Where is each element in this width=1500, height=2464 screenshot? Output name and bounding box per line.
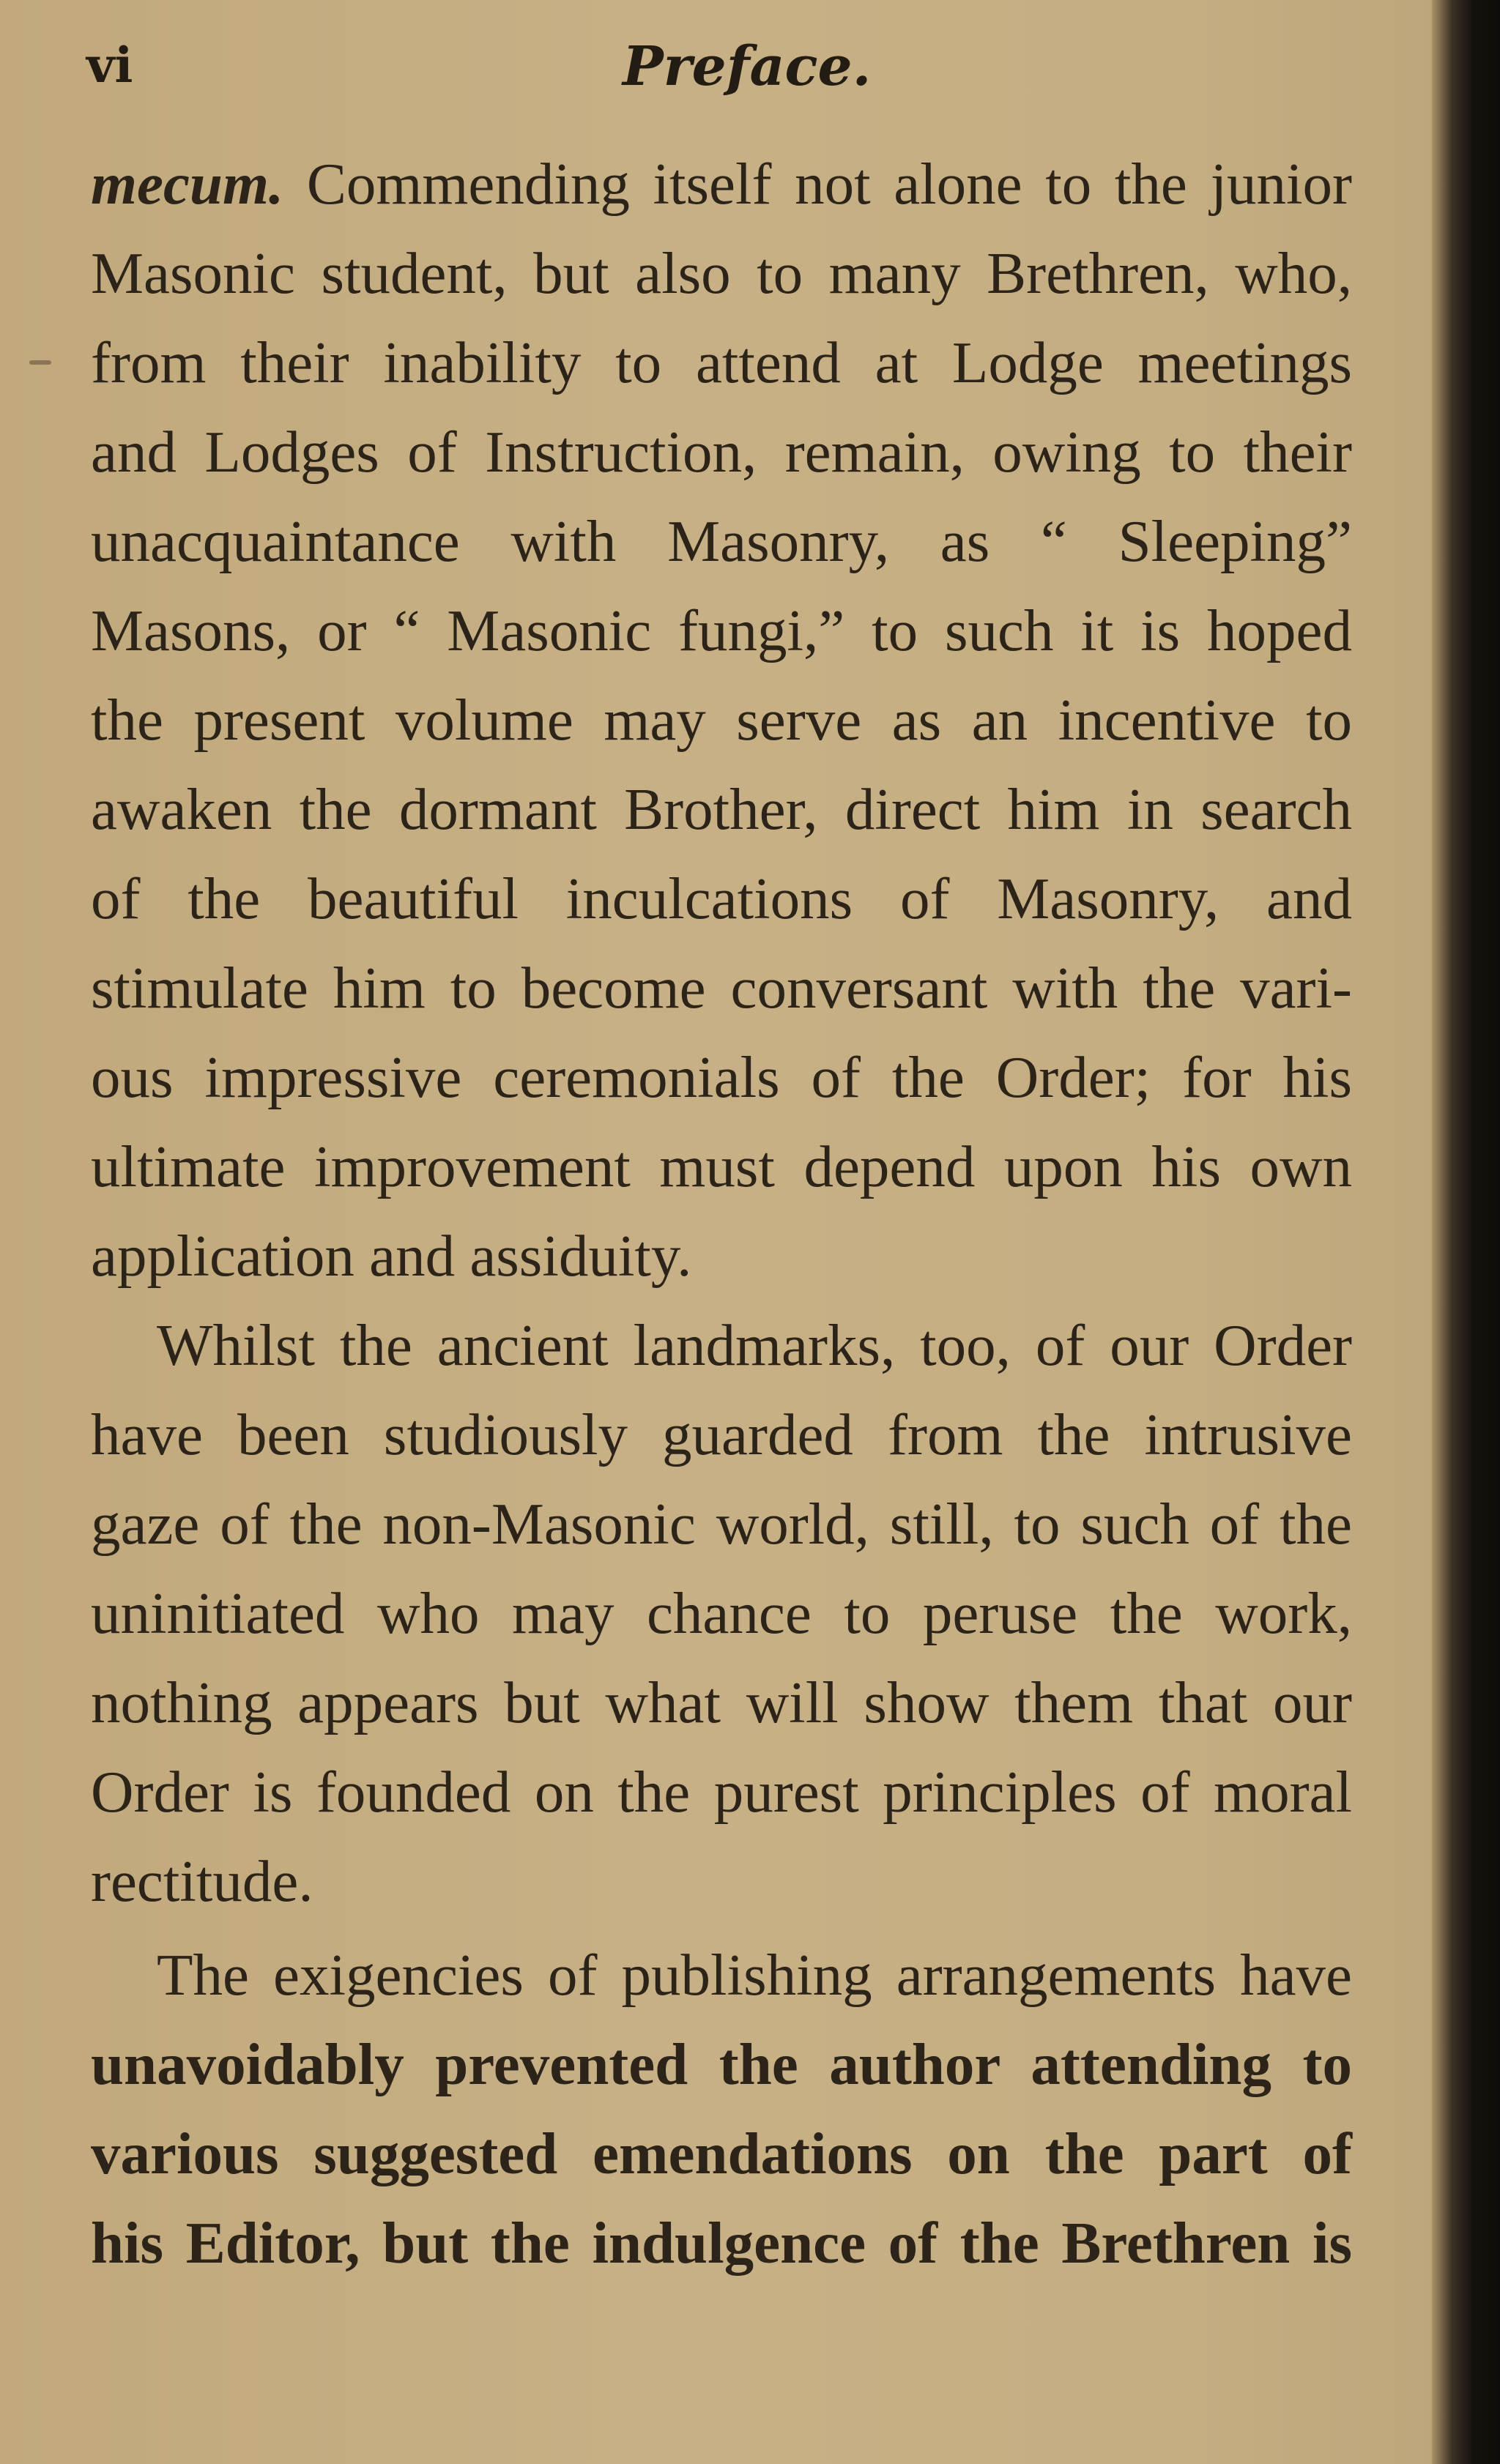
italic-word: mecum. [91,151,284,217]
margin-mark [29,360,51,365]
text-line: of the beautiful inculcations of Masonry, and [91,866,1352,931]
text-line: stimulate him to become conversant with the vari- [91,955,1352,1021]
text-line: from their inability to attend at Lodge meetings [91,330,1352,395]
text-line: his Editor, but the indulgence of the Brethren is [91,2210,1352,2276]
text-line: the present volume may serve as an incentive to [91,687,1352,753]
text-line: ous impressive ceremonials of the Order; for his [91,1044,1352,1110]
text-line: and Lodges of Instruction, remain, owing to their [91,419,1352,485]
text-line [91,139,1352,228]
page-edge-shadow [1432,0,1500,2464]
paragraph-2 [91,1300,1352,1926]
text-line: Masons, or “ Masonic fungi,” to such it is hoped [91,598,1352,663]
page-header [0,29,1450,117]
first-line-rest: Commending itself not alone to the junior [283,151,1352,217]
page-number: vi [86,37,133,94]
text-line: Order is founded on the purest principles of moral [91,1759,1352,1825]
text-line: ultimate improvement must depend upon his own [91,1134,1352,1199]
text-line: application and assiduity. [91,1223,692,1289]
paragraph-1 [91,139,1352,1300]
text-line: The exigencies of publishing arrangements have [157,1942,1352,2008]
running-head: Preface. [623,35,872,98]
text-line: gaze of the non-Masonic world, still, to such of the [91,1491,1352,1557]
paragraph-3 [91,1930,1352,2288]
text-line: various suggested emendations on the part of [91,2121,1352,2186]
text-line: awaken the dormant Brother, direct him in search [91,776,1352,842]
text-line: have been studiously guarded from the intrusive [91,1402,1352,1467]
page-body [91,139,1352,2288]
text-line: rectitude. [91,1848,313,1914]
text-line: unavoidably prevented the author attending to [91,2031,1352,2097]
text-line: Whilst the ancient landmarks, too, of our Order [157,1312,1352,1378]
text-line: uninitiated who may chance to peruse the work, [91,1580,1352,1646]
text-line: unacquaintance with Masonry, as “ Sleeping” [91,508,1352,574]
text-line: Masonic student, but also to many Brethren, who, [91,240,1352,306]
text-line: nothing appears but what will show them that our [91,1670,1352,1735]
